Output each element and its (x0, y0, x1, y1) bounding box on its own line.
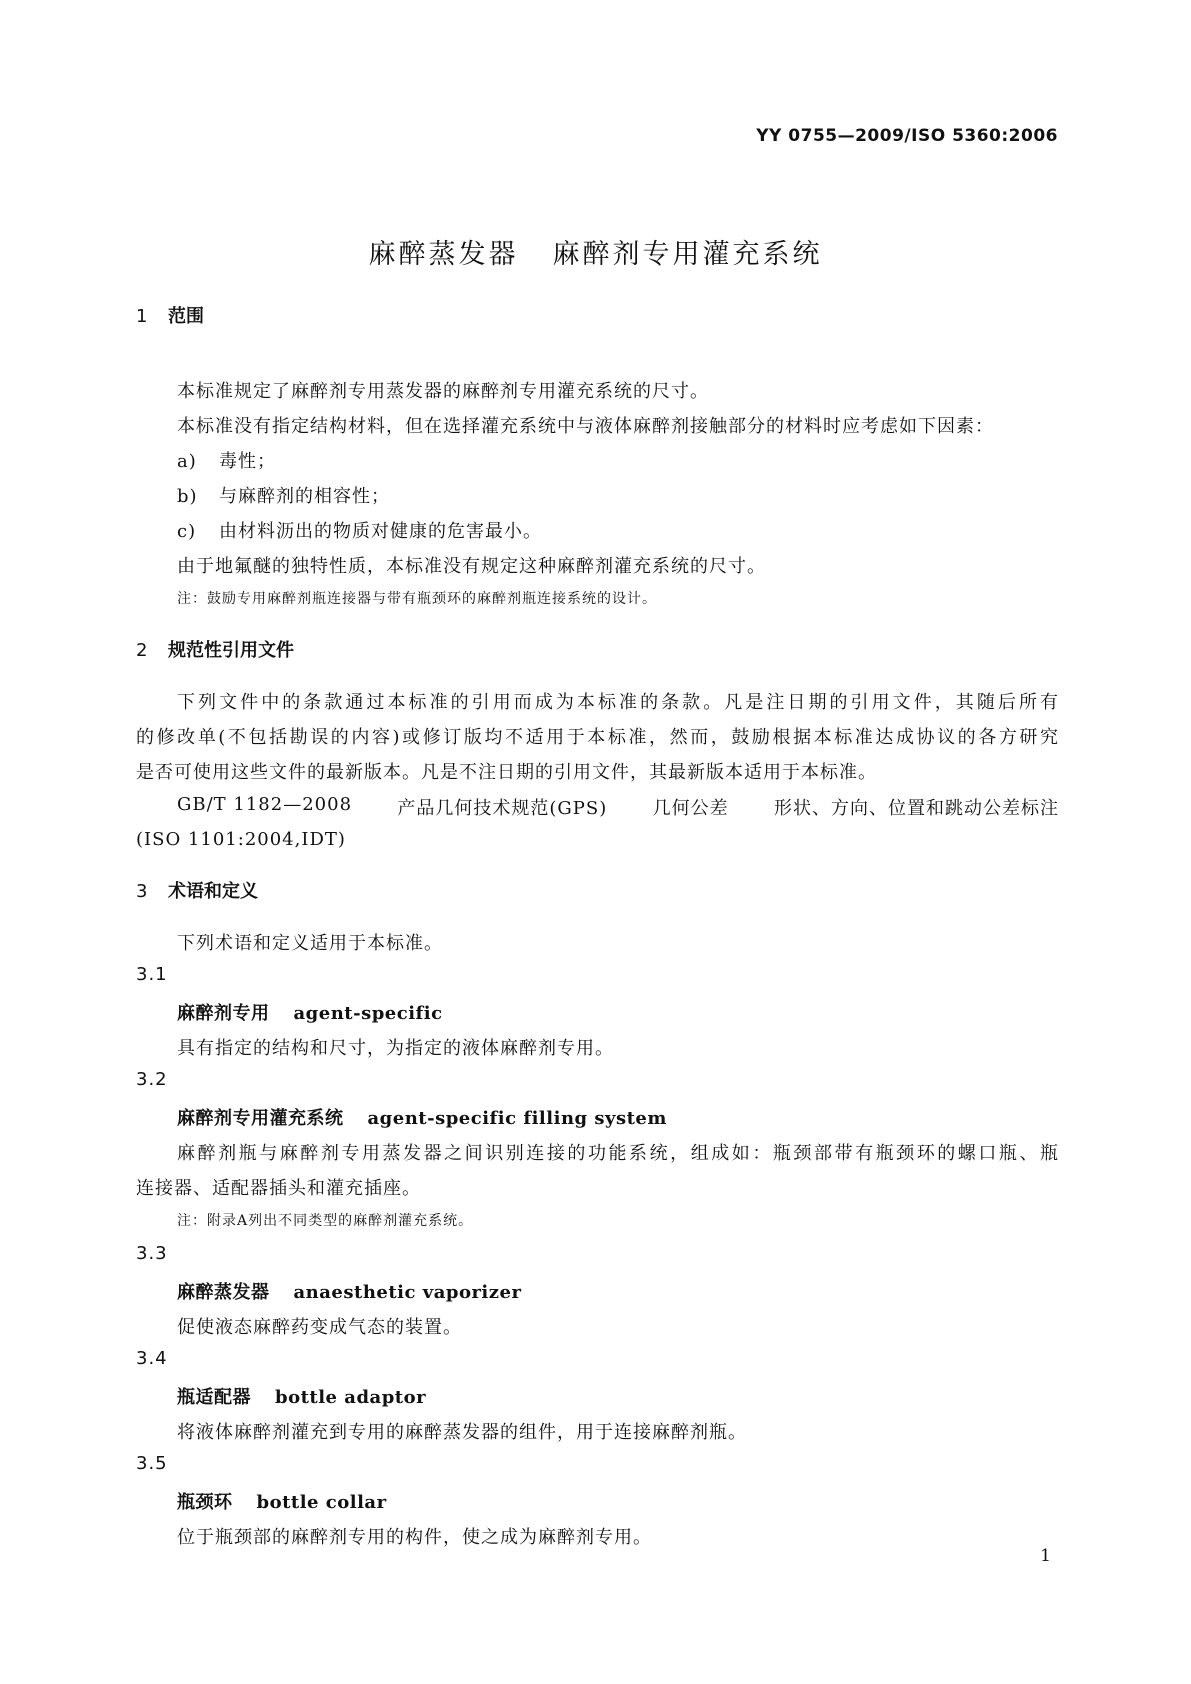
reference-iso: (ISO 1101:2004,IDT) (136, 829, 346, 850)
reference-title-b: 几何公差 (652, 798, 729, 819)
term-3-5: 瓶颈环 bottle collar (177, 1492, 387, 1513)
scope-paragraph-1: 本标准规定了麻醉剂专用蒸发器的麻醉剂专用灌充系统的尺寸。 (177, 381, 709, 402)
normative-reference (177, 794, 1059, 820)
scope-note: 注：鼓励专用麻醉剂瓶连接器与带有瓶颈环的麻醉剂瓶连接系统的设计。 (177, 591, 657, 607)
document-number: YY 0755—2009/ISO 5360:2006 (756, 126, 1058, 146)
definition-3-1: 具有指定的结构和尺寸，为指定的液体麻醉剂专用。 (177, 1038, 614, 1059)
references-line-3: 是否可使用这些文件的最新版本。凡是不注日期的引用文件，其最新版本适用于本标准。 (136, 762, 877, 783)
list-item: a) 毒性； (177, 451, 276, 472)
clause-3-1-number: 3.1 (136, 964, 168, 985)
page-number: 1 (1040, 1546, 1051, 1566)
references-line-1: 下列文件中的条款通过本标准的引用而成为本标准的条款。凡是注日期的引用文件，其随后所有 (177, 692, 1059, 713)
definition-3-2-line-2: 连接器、适配器插头和灌充插座。 (136, 1178, 421, 1199)
clause-3-5-number: 3.5 (136, 1453, 168, 1474)
term-3-1: 麻醉剂专用 agent-specific (177, 1003, 443, 1024)
term-3-4: 瓶适配器 bottle adaptor (177, 1387, 427, 1408)
term-3-3: 麻醉蒸发器 anaesthetic vaporizer (177, 1282, 522, 1303)
scope-paragraph-3: 由于地氟醚的独特性质，本标准没有规定这种麻醉剂灌充系统的尺寸。 (177, 556, 766, 577)
reference-code: GB/T 1182—2008 (177, 794, 353, 815)
reference-title-c: 形状、方向、位置和跳动公差标注 (773, 798, 1059, 819)
list-item: b) 与麻醉剂的相容性； (177, 486, 390, 507)
terms-intro: 下列术语和定义适用于本标准。 (177, 933, 443, 954)
reference-title-a: 产品几何技术规范(GPS) (397, 798, 608, 819)
term-3-2: 麻醉剂专用灌充系统 agent-specific filling system (177, 1108, 667, 1129)
definition-3-5: 位于瓶颈部的麻醉剂专用的构件，使之成为麻醉剂专用。 (177, 1527, 652, 1548)
document-title (0, 232, 1191, 271)
list-item: c) 由材料沥出的物质对健康的危害最小。 (177, 521, 542, 542)
scope-paragraph-2: 本标准没有指定结构材料，但在选择灌充系统中与液体麻醉剂接触部分的材料时应考虑如下因素： (177, 416, 994, 437)
references-line-2: 的修改单(不包括勘误的内容)或修订版均不适用于本标准，然而，鼓励根据本标准达成协议的各方研究 (136, 727, 1059, 748)
section-1-heading: 1 范围 (136, 306, 204, 327)
clause-3-2-number: 3.2 (136, 1069, 168, 1090)
definition-3-4: 将液体麻醉剂灌充到专用的麻醉蒸发器的组件，用于连接麻醉剂瓶。 (177, 1422, 747, 1443)
section-3-heading: 3 术语和定义 (136, 881, 258, 902)
title-part2: 麻醉剂专用灌充系统 (552, 239, 823, 270)
definition-3-2-line-1: 麻醉剂瓶与麻醉剂专用蒸发器之间识别连接的功能系统，组成如：瓶颈部带有瓶颈环的螺口瓶、瓶 (177, 1143, 1059, 1164)
definition-3-3: 促使液态麻醉药变成气态的装置。 (177, 1317, 462, 1338)
title-part1: 麻醉蒸发器 (368, 239, 519, 270)
clause-3-3-number: 3.3 (136, 1243, 168, 1264)
definition-3-2-note: 注：附录A列出不同类型的麻醉剂灌充系统。 (177, 1213, 474, 1229)
section-2-heading: 2 规范性引用文件 (136, 640, 294, 661)
clause-3-4-number: 3.4 (136, 1348, 168, 1369)
